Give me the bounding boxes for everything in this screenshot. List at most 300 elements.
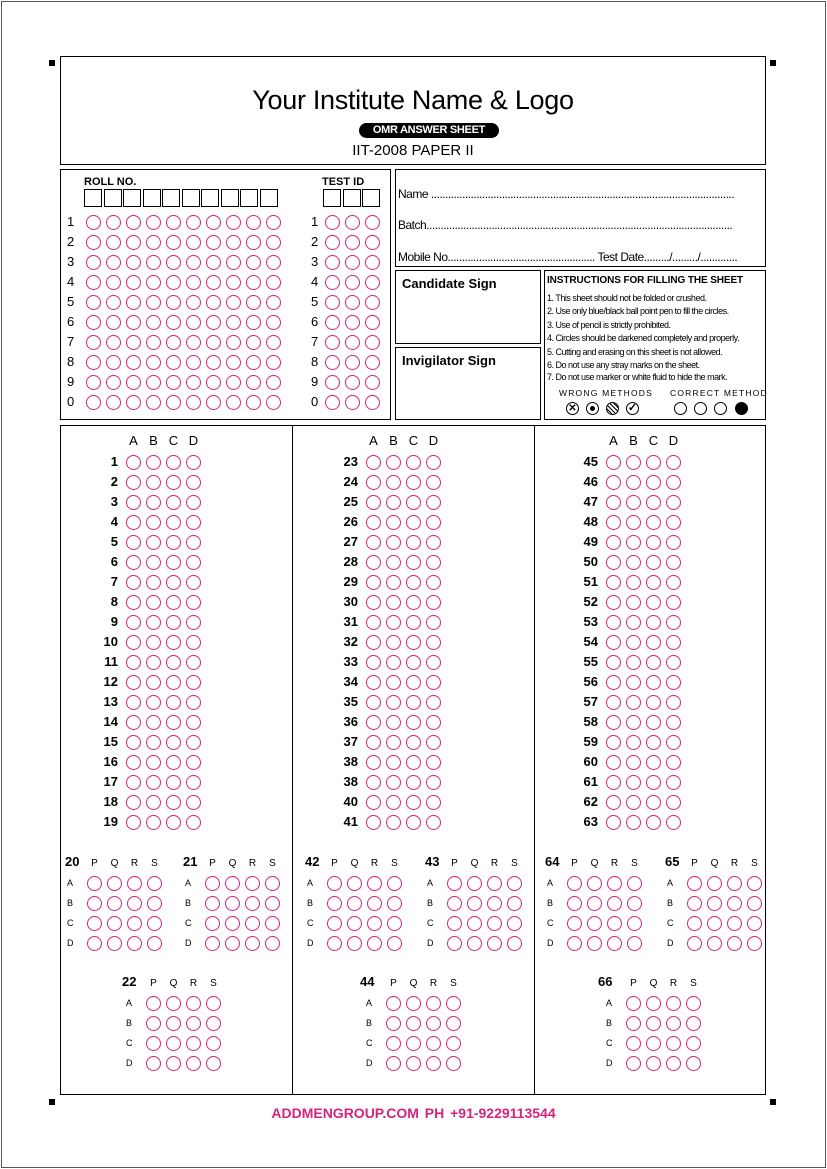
answer-bubble[interactable] <box>426 475 441 490</box>
roll-bubble[interactable] <box>246 295 261 310</box>
answer-bubble[interactable] <box>646 655 661 670</box>
matrix-bubble[interactable] <box>687 876 702 891</box>
matrix-bubble[interactable] <box>426 996 441 1011</box>
answer-bubble[interactable] <box>626 675 641 690</box>
roll-bubble[interactable] <box>146 275 161 290</box>
matrix-bubble[interactable] <box>467 896 482 911</box>
answer-bubble[interactable] <box>186 795 201 810</box>
answer-bubble[interactable] <box>666 755 681 770</box>
roll-bubble[interactable] <box>106 295 121 310</box>
answer-bubble[interactable] <box>126 495 141 510</box>
roll-bubble[interactable] <box>166 275 181 290</box>
answer-bubble[interactable] <box>186 555 201 570</box>
answer-bubble[interactable] <box>646 735 661 750</box>
matrix-bubble[interactable] <box>507 916 522 931</box>
answer-bubble[interactable] <box>146 515 161 530</box>
matrix-bubble[interactable] <box>245 876 260 891</box>
answer-bubble[interactable] <box>166 615 181 630</box>
roll-bubble[interactable] <box>126 255 141 270</box>
roll-bubble[interactable] <box>246 255 261 270</box>
answer-bubble[interactable] <box>406 775 421 790</box>
matrix-bubble[interactable] <box>666 1016 681 1031</box>
answer-bubble[interactable] <box>126 795 141 810</box>
answer-bubble[interactable] <box>166 595 181 610</box>
answer-bubble[interactable] <box>366 795 381 810</box>
matrix-bubble[interactable] <box>406 1036 421 1051</box>
test-id-bubble[interactable] <box>345 295 360 310</box>
answer-bubble[interactable] <box>186 735 201 750</box>
answer-bubble[interactable] <box>386 475 401 490</box>
answer-bubble[interactable] <box>666 495 681 510</box>
answer-bubble[interactable] <box>146 635 161 650</box>
test-id-bubble[interactable] <box>365 215 380 230</box>
answer-bubble[interactable] <box>666 735 681 750</box>
test-id-bubble[interactable] <box>345 355 360 370</box>
answer-bubble[interactable] <box>166 515 181 530</box>
matrix-bubble[interactable] <box>707 896 722 911</box>
matrix-bubble[interactable] <box>146 996 161 1011</box>
answer-bubble[interactable] <box>626 635 641 650</box>
matrix-bubble[interactable] <box>87 936 102 951</box>
roll-bubble[interactable] <box>146 295 161 310</box>
answer-bubble[interactable] <box>146 495 161 510</box>
roll-bubble[interactable] <box>146 315 161 330</box>
answer-bubble[interactable] <box>126 455 141 470</box>
answer-bubble[interactable] <box>666 515 681 530</box>
answer-bubble[interactable] <box>386 655 401 670</box>
matrix-bubble[interactable] <box>327 876 342 891</box>
answer-bubble[interactable] <box>386 575 401 590</box>
matrix-bubble[interactable] <box>607 876 622 891</box>
answer-bubble[interactable] <box>666 595 681 610</box>
roll-bubble[interactable] <box>126 315 141 330</box>
matrix-bubble[interactable] <box>146 1056 161 1071</box>
matrix-bubble[interactable] <box>265 876 280 891</box>
answer-bubble[interactable] <box>646 455 661 470</box>
test-id-bubble[interactable] <box>345 275 360 290</box>
answer-bubble[interactable] <box>366 475 381 490</box>
matrix-bubble[interactable] <box>707 916 722 931</box>
answer-bubble[interactable] <box>186 675 201 690</box>
matrix-bubble[interactable] <box>447 916 462 931</box>
answer-bubble[interactable] <box>126 655 141 670</box>
test-id-bubble[interactable] <box>345 395 360 410</box>
answer-bubble[interactable] <box>426 815 441 830</box>
answer-bubble[interactable] <box>626 455 641 470</box>
matrix-bubble[interactable] <box>166 1036 181 1051</box>
answer-bubble[interactable] <box>146 795 161 810</box>
answer-bubble[interactable] <box>426 655 441 670</box>
answer-bubble[interactable] <box>646 635 661 650</box>
answer-bubble[interactable] <box>366 775 381 790</box>
matrix-bubble[interactable] <box>367 916 382 931</box>
answer-bubble[interactable] <box>366 555 381 570</box>
test-id-bubble[interactable] <box>365 335 380 350</box>
matrix-bubble[interactable] <box>607 916 622 931</box>
roll-bubble[interactable] <box>186 215 201 230</box>
test-id-digit-box[interactable] <box>362 189 380 207</box>
matrix-bubble[interactable] <box>707 876 722 891</box>
roll-bubble[interactable] <box>186 235 201 250</box>
answer-bubble[interactable] <box>646 615 661 630</box>
matrix-bubble[interactable] <box>727 896 742 911</box>
answer-bubble[interactable] <box>606 575 621 590</box>
answer-bubble[interactable] <box>646 755 661 770</box>
roll-bubble[interactable] <box>86 375 101 390</box>
answer-bubble[interactable] <box>126 695 141 710</box>
answer-bubble[interactable] <box>606 715 621 730</box>
matrix-bubble[interactable] <box>487 896 502 911</box>
roll-bubble[interactable] <box>106 235 121 250</box>
matrix-bubble[interactable] <box>607 896 622 911</box>
test-id-bubble[interactable] <box>325 395 340 410</box>
roll-bubble[interactable] <box>166 295 181 310</box>
answer-bubble[interactable] <box>186 455 201 470</box>
matrix-bubble[interactable] <box>447 876 462 891</box>
answer-bubble[interactable] <box>646 675 661 690</box>
roll-bubble[interactable] <box>146 395 161 410</box>
roll-bubble[interactable] <box>266 375 281 390</box>
answer-bubble[interactable] <box>166 635 181 650</box>
answer-bubble[interactable] <box>406 815 421 830</box>
matrix-bubble[interactable] <box>666 1056 681 1071</box>
matrix-bubble[interactable] <box>467 916 482 931</box>
matrix-bubble[interactable] <box>467 876 482 891</box>
answer-bubble[interactable] <box>186 655 201 670</box>
answer-bubble[interactable] <box>666 715 681 730</box>
answer-bubble[interactable] <box>606 755 621 770</box>
answer-bubble[interactable] <box>386 515 401 530</box>
test-id-bubble[interactable] <box>345 235 360 250</box>
roll-bubble[interactable] <box>226 215 241 230</box>
answer-bubble[interactable] <box>606 495 621 510</box>
matrix-bubble[interactable] <box>386 1056 401 1071</box>
answer-bubble[interactable] <box>366 675 381 690</box>
answer-bubble[interactable] <box>366 715 381 730</box>
matrix-bubble[interactable] <box>426 1036 441 1051</box>
roll-bubble[interactable] <box>126 335 141 350</box>
matrix-bubble[interactable] <box>406 1016 421 1031</box>
answer-bubble[interactable] <box>186 635 201 650</box>
test-id-bubble[interactable] <box>365 295 380 310</box>
roll-bubble[interactable] <box>86 395 101 410</box>
answer-bubble[interactable] <box>146 455 161 470</box>
answer-bubble[interactable] <box>126 475 141 490</box>
roll-bubble[interactable] <box>86 215 101 230</box>
test-id-bubble[interactable] <box>325 275 340 290</box>
roll-bubble[interactable] <box>246 375 261 390</box>
answer-bubble[interactable] <box>146 475 161 490</box>
matrix-bubble[interactable] <box>205 896 220 911</box>
answer-bubble[interactable] <box>646 695 661 710</box>
answer-bubble[interactable] <box>386 635 401 650</box>
matrix-bubble[interactable] <box>587 896 602 911</box>
answer-bubble[interactable] <box>626 515 641 530</box>
matrix-bubble[interactable] <box>387 896 402 911</box>
answer-bubble[interactable] <box>366 575 381 590</box>
answer-bubble[interactable] <box>366 655 381 670</box>
matrix-bubble[interactable] <box>347 916 362 931</box>
matrix-bubble[interactable] <box>626 1036 641 1051</box>
roll-bubble[interactable] <box>206 375 221 390</box>
answer-bubble[interactable] <box>646 475 661 490</box>
roll-bubble[interactable] <box>206 335 221 350</box>
answer-bubble[interactable] <box>626 755 641 770</box>
answer-bubble[interactable] <box>146 535 161 550</box>
answer-bubble[interactable] <box>406 475 421 490</box>
answer-bubble[interactable] <box>406 635 421 650</box>
answer-bubble[interactable] <box>646 515 661 530</box>
test-id-bubble[interactable] <box>365 315 380 330</box>
answer-bubble[interactable] <box>606 595 621 610</box>
answer-bubble[interactable] <box>166 755 181 770</box>
answer-bubble[interactable] <box>666 575 681 590</box>
matrix-bubble[interactable] <box>87 876 102 891</box>
roll-bubble[interactable] <box>166 255 181 270</box>
matrix-bubble[interactable] <box>327 916 342 931</box>
roll-bubble[interactable] <box>146 235 161 250</box>
answer-bubble[interactable] <box>606 735 621 750</box>
matrix-bubble[interactable] <box>687 916 702 931</box>
answer-bubble[interactable] <box>626 655 641 670</box>
test-id-bubble[interactable] <box>325 375 340 390</box>
roll-bubble[interactable] <box>86 235 101 250</box>
answer-bubble[interactable] <box>366 695 381 710</box>
matrix-bubble[interactable] <box>107 916 122 931</box>
answer-bubble[interactable] <box>186 515 201 530</box>
answer-bubble[interactable] <box>126 515 141 530</box>
answer-bubble[interactable] <box>426 755 441 770</box>
answer-bubble[interactable] <box>426 795 441 810</box>
answer-bubble[interactable] <box>146 555 161 570</box>
answer-bubble[interactable] <box>646 575 661 590</box>
roll-bubble[interactable] <box>106 275 121 290</box>
roll-digit-box[interactable] <box>162 189 180 207</box>
batch-field[interactable]: Batch............................................................................................................ <box>398 218 733 232</box>
name-field[interactable]: Name ........................................................................................................... <box>398 187 735 201</box>
matrix-bubble[interactable] <box>727 876 742 891</box>
matrix-bubble[interactable] <box>447 896 462 911</box>
roll-bubble[interactable] <box>226 395 241 410</box>
matrix-bubble[interactable] <box>446 1016 461 1031</box>
matrix-bubble[interactable] <box>245 896 260 911</box>
answer-bubble[interactable] <box>426 455 441 470</box>
answer-bubble[interactable] <box>606 535 621 550</box>
answer-bubble[interactable] <box>146 655 161 670</box>
answer-bubble[interactable] <box>186 475 201 490</box>
answer-bubble[interactable] <box>166 815 181 830</box>
answer-bubble[interactable] <box>426 735 441 750</box>
roll-bubble[interactable] <box>126 295 141 310</box>
answer-bubble[interactable] <box>166 715 181 730</box>
roll-bubble[interactable] <box>226 355 241 370</box>
roll-bubble[interactable] <box>146 335 161 350</box>
roll-bubble[interactable] <box>226 335 241 350</box>
roll-bubble[interactable] <box>166 215 181 230</box>
answer-bubble[interactable] <box>666 615 681 630</box>
answer-bubble[interactable] <box>366 595 381 610</box>
roll-bubble[interactable] <box>106 355 121 370</box>
answer-bubble[interactable] <box>166 495 181 510</box>
matrix-bubble[interactable] <box>406 1056 421 1071</box>
answer-bubble[interactable] <box>606 655 621 670</box>
roll-bubble[interactable] <box>206 275 221 290</box>
answer-bubble[interactable] <box>186 755 201 770</box>
roll-bubble[interactable] <box>106 215 121 230</box>
matrix-bubble[interactable] <box>327 896 342 911</box>
matrix-bubble[interactable] <box>107 896 122 911</box>
answer-bubble[interactable] <box>606 815 621 830</box>
answer-bubble[interactable] <box>626 735 641 750</box>
answer-bubble[interactable] <box>366 815 381 830</box>
matrix-bubble[interactable] <box>686 1056 701 1071</box>
answer-bubble[interactable] <box>606 515 621 530</box>
answer-bubble[interactable] <box>146 695 161 710</box>
answer-bubble[interactable] <box>126 675 141 690</box>
matrix-bubble[interactable] <box>186 1036 201 1051</box>
answer-bubble[interactable] <box>166 575 181 590</box>
answer-bubble[interactable] <box>146 735 161 750</box>
matrix-bubble[interactable] <box>567 876 582 891</box>
answer-bubble[interactable] <box>386 755 401 770</box>
answer-bubble[interactable] <box>386 595 401 610</box>
matrix-bubble[interactable] <box>87 896 102 911</box>
roll-bubble[interactable] <box>266 215 281 230</box>
answer-bubble[interactable] <box>186 615 201 630</box>
answer-bubble[interactable] <box>406 715 421 730</box>
roll-bubble[interactable] <box>106 255 121 270</box>
matrix-bubble[interactable] <box>265 936 280 951</box>
answer-bubble[interactable] <box>126 595 141 610</box>
matrix-bubble[interactable] <box>367 876 382 891</box>
matrix-bubble[interactable] <box>245 936 260 951</box>
matrix-bubble[interactable] <box>166 996 181 1011</box>
answer-bubble[interactable] <box>426 555 441 570</box>
roll-bubble[interactable] <box>146 255 161 270</box>
answer-bubble[interactable] <box>366 455 381 470</box>
answer-bubble[interactable] <box>666 655 681 670</box>
matrix-bubble[interactable] <box>166 1056 181 1071</box>
roll-bubble[interactable] <box>186 315 201 330</box>
answer-bubble[interactable] <box>406 795 421 810</box>
matrix-bubble[interactable] <box>347 876 362 891</box>
matrix-bubble[interactable] <box>205 916 220 931</box>
roll-digit-box[interactable] <box>201 189 219 207</box>
answer-bubble[interactable] <box>406 455 421 470</box>
roll-bubble[interactable] <box>226 295 241 310</box>
answer-bubble[interactable] <box>186 535 201 550</box>
matrix-bubble[interactable] <box>205 936 220 951</box>
answer-bubble[interactable] <box>426 495 441 510</box>
matrix-bubble[interactable] <box>747 916 762 931</box>
answer-bubble[interactable] <box>386 795 401 810</box>
answer-bubble[interactable] <box>386 495 401 510</box>
answer-bubble[interactable] <box>386 535 401 550</box>
answer-bubble[interactable] <box>126 635 141 650</box>
answer-bubble[interactable] <box>166 775 181 790</box>
roll-bubble[interactable] <box>266 255 281 270</box>
test-id-bubble[interactable] <box>345 215 360 230</box>
matrix-bubble[interactable] <box>107 936 122 951</box>
roll-digit-box[interactable] <box>221 189 239 207</box>
matrix-bubble[interactable] <box>206 1056 221 1071</box>
answer-bubble[interactable] <box>406 655 421 670</box>
answer-bubble[interactable] <box>386 615 401 630</box>
roll-digit-box[interactable] <box>260 189 278 207</box>
test-id-bubble[interactable] <box>325 235 340 250</box>
matrix-bubble[interactable] <box>747 936 762 951</box>
answer-bubble[interactable] <box>386 775 401 790</box>
test-id-digit-box[interactable] <box>323 189 341 207</box>
answer-bubble[interactable] <box>406 735 421 750</box>
roll-bubble[interactable] <box>266 235 281 250</box>
roll-bubble[interactable] <box>206 315 221 330</box>
answer-bubble[interactable] <box>386 455 401 470</box>
answer-bubble[interactable] <box>386 695 401 710</box>
matrix-bubble[interactable] <box>147 896 162 911</box>
answer-bubble[interactable] <box>126 575 141 590</box>
matrix-bubble[interactable] <box>386 996 401 1011</box>
roll-bubble[interactable] <box>226 375 241 390</box>
answer-bubble[interactable] <box>626 795 641 810</box>
answer-bubble[interactable] <box>166 695 181 710</box>
roll-digit-box[interactable] <box>84 189 102 207</box>
roll-bubble[interactable] <box>246 315 261 330</box>
matrix-bubble[interactable] <box>147 876 162 891</box>
roll-digit-box[interactable] <box>240 189 258 207</box>
roll-bubble[interactable] <box>166 355 181 370</box>
answer-bubble[interactable] <box>126 755 141 770</box>
matrix-bubble[interactable] <box>347 936 362 951</box>
matrix-bubble[interactable] <box>646 1056 661 1071</box>
roll-bubble[interactable] <box>86 315 101 330</box>
matrix-bubble[interactable] <box>446 1036 461 1051</box>
roll-bubble[interactable] <box>266 395 281 410</box>
matrix-bubble[interactable] <box>747 896 762 911</box>
matrix-bubble[interactable] <box>206 1036 221 1051</box>
roll-bubble[interactable] <box>86 355 101 370</box>
answer-bubble[interactable] <box>406 555 421 570</box>
answer-bubble[interactable] <box>426 675 441 690</box>
answer-bubble[interactable] <box>366 635 381 650</box>
roll-bubble[interactable] <box>206 215 221 230</box>
answer-bubble[interactable] <box>366 755 381 770</box>
answer-bubble[interactable] <box>166 475 181 490</box>
answer-bubble[interactable] <box>386 715 401 730</box>
roll-bubble[interactable] <box>86 275 101 290</box>
test-id-bubble[interactable] <box>325 215 340 230</box>
answer-bubble[interactable] <box>186 595 201 610</box>
matrix-bubble[interactable] <box>686 1036 701 1051</box>
roll-bubble[interactable] <box>266 295 281 310</box>
matrix-bubble[interactable] <box>567 896 582 911</box>
answer-bubble[interactable] <box>146 755 161 770</box>
answer-bubble[interactable] <box>406 595 421 610</box>
test-id-bubble[interactable] <box>365 235 380 250</box>
answer-bubble[interactable] <box>366 615 381 630</box>
matrix-bubble[interactable] <box>507 896 522 911</box>
answer-bubble[interactable] <box>186 695 201 710</box>
answer-bubble[interactable] <box>406 755 421 770</box>
roll-bubble[interactable] <box>186 375 201 390</box>
matrix-bubble[interactable] <box>186 1056 201 1071</box>
test-id-bubble[interactable] <box>325 295 340 310</box>
answer-bubble[interactable] <box>166 455 181 470</box>
test-id-bubble[interactable] <box>345 375 360 390</box>
roll-bubble[interactable] <box>146 215 161 230</box>
roll-bubble[interactable] <box>246 335 261 350</box>
answer-bubble[interactable] <box>626 815 641 830</box>
